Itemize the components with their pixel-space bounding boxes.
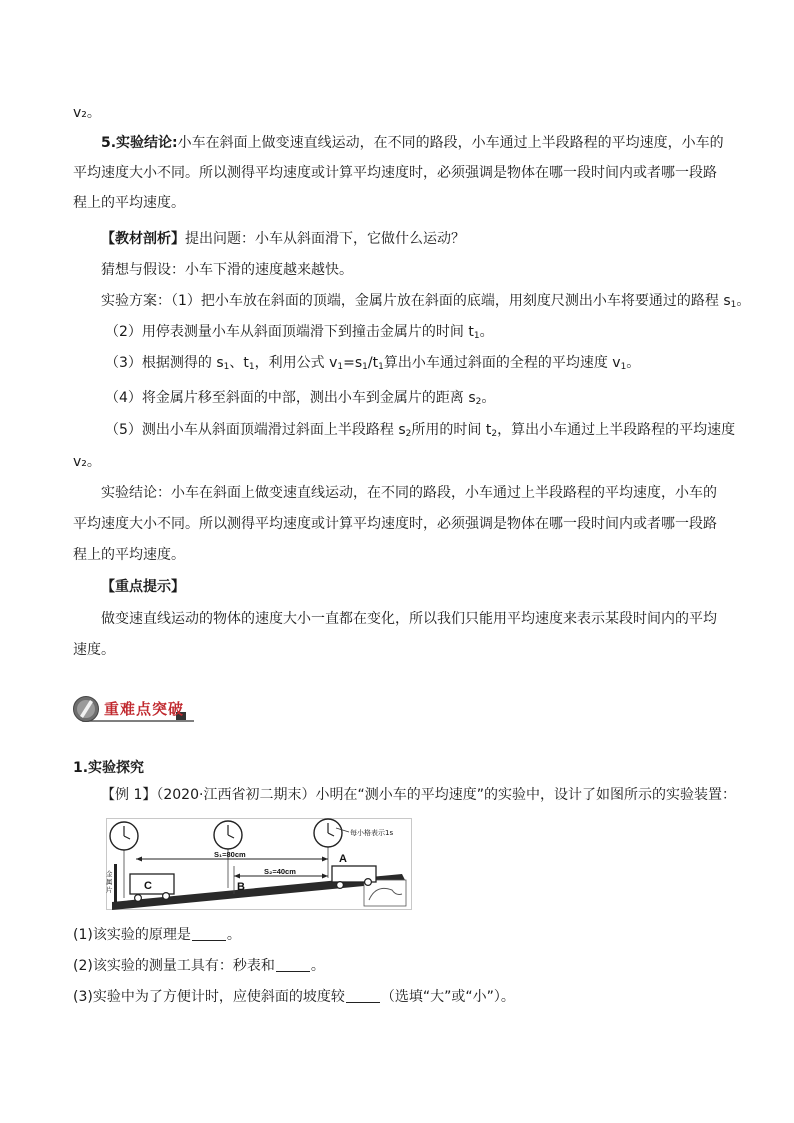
experiment-figure [106, 818, 412, 910]
example-label: 【例 1】 [101, 787, 157, 803]
textbook-hypothesis: 猜想与假设：小车下滑的速度越来越快。 [101, 262, 353, 278]
textbook-conclusion-2: 平均速度大小不同。所以测得平均速度或计算平均速度时，必须强调是物体在哪一段时间内或者哪一段路 [73, 516, 717, 532]
section-title: 1.实验探究 [73, 760, 145, 776]
question-2: (2)该实验的测量工具有：秒表和 。 [73, 958, 325, 974]
plan-step-2: （2）用停表测量小车从斜面顶端滑下到撞击金属片的时间 $t_1$。 [105, 324, 494, 341]
cart-c [130, 874, 174, 901]
answer-blank-2[interactable] [276, 957, 310, 972]
plan-step-1: 实验方案：（1）把小车放在斜面的顶端，金属片放在斜面的底端，用刻度尺测出小车将要通过的路程 $s_1$。 [101, 293, 751, 310]
question-1: (1)该实验的原理是 。 [73, 927, 241, 943]
plan-step-4: （4）将金属片移至斜面的中部，测出小车到金属片的距离 $s_2$。 [105, 390, 496, 407]
banner-title: 重难点突破 [104, 700, 185, 718]
key-tip-label: 【重点提示】 [101, 579, 185, 595]
question-3: (3)实验中为了方便计时，应使斜面的坡度较 （选填“大”或“小”）。 [73, 989, 515, 1005]
answer-blank-3[interactable] [346, 988, 380, 1003]
conclusion-label: 5.实验结论: [101, 135, 178, 151]
key-tip-line-1: 做变速直线运动的物体的速度大小一直都在变化，所以我们只能用平均速度来表示某段时间内的平均 [101, 611, 717, 627]
textbook-conclusion-1: 实验结论：小车在斜面上做变速直线运动，在不同的路段，小车通过上半段路程的平均速度，小车的 [101, 485, 717, 501]
label-c: C [144, 880, 152, 892]
metal-label-3: 片 [106, 886, 113, 894]
example-intro: 【例 1】（2020·江西省初二期末）小明在“测小车的平均速度”的实验中，设计了如图所示的实验装置： [101, 787, 736, 803]
conclusion-line-2: 平均速度大小不同。所以测得平均速度或计算平均速度时，必须强调是物体在哪一段时间内或者哪一段路 [73, 165, 717, 181]
conclusion-line-3: 程上的平均速度。 [73, 195, 185, 211]
key-tip-line-2: 速度。 [73, 642, 115, 658]
label-a: A [339, 853, 347, 865]
textbook-question: 【教材剖析】提出问题：小车从斜面滑下，它做什么运动？ [101, 231, 465, 247]
label-s1: S₁=80cm [214, 850, 246, 859]
textbook-conclusion-3: 程上的平均速度。 [73, 547, 185, 563]
clock-note: 每小格表示1s [350, 829, 394, 837]
plan-step-3: （3）根据测得的 $s_1$、$t_1$，利用公式 $v_1=s_1/t_1$算出小车通过斜面的全程的平均速度 $v_1$。 [105, 355, 641, 372]
metal-label-2: 属 [106, 878, 113, 886]
label-b: B [237, 881, 245, 893]
metal-plate [114, 864, 117, 902]
answer-blank-1[interactable] [192, 926, 226, 941]
metal-label-1: 金 [106, 870, 113, 878]
label-s2: S₂=40cm [264, 867, 296, 876]
conclusion-line-1: 5.实验结论:小车在斜面上做变速直线运动，在不同的路段，小车通过上半段路程的平均速度，小车的 [101, 135, 724, 151]
plan-step-5: （5）测出小车从斜面顶端滑过斜面上半段路程 $s_2$所用的时间 $t_2$，算出小车通过上半段路程的平均速度 [105, 422, 736, 439]
textbook-label: 【教材剖析】 [101, 231, 185, 247]
plan-step-5-end: v₂。 [73, 454, 101, 470]
top-fragment: v₂。 [73, 105, 101, 121]
